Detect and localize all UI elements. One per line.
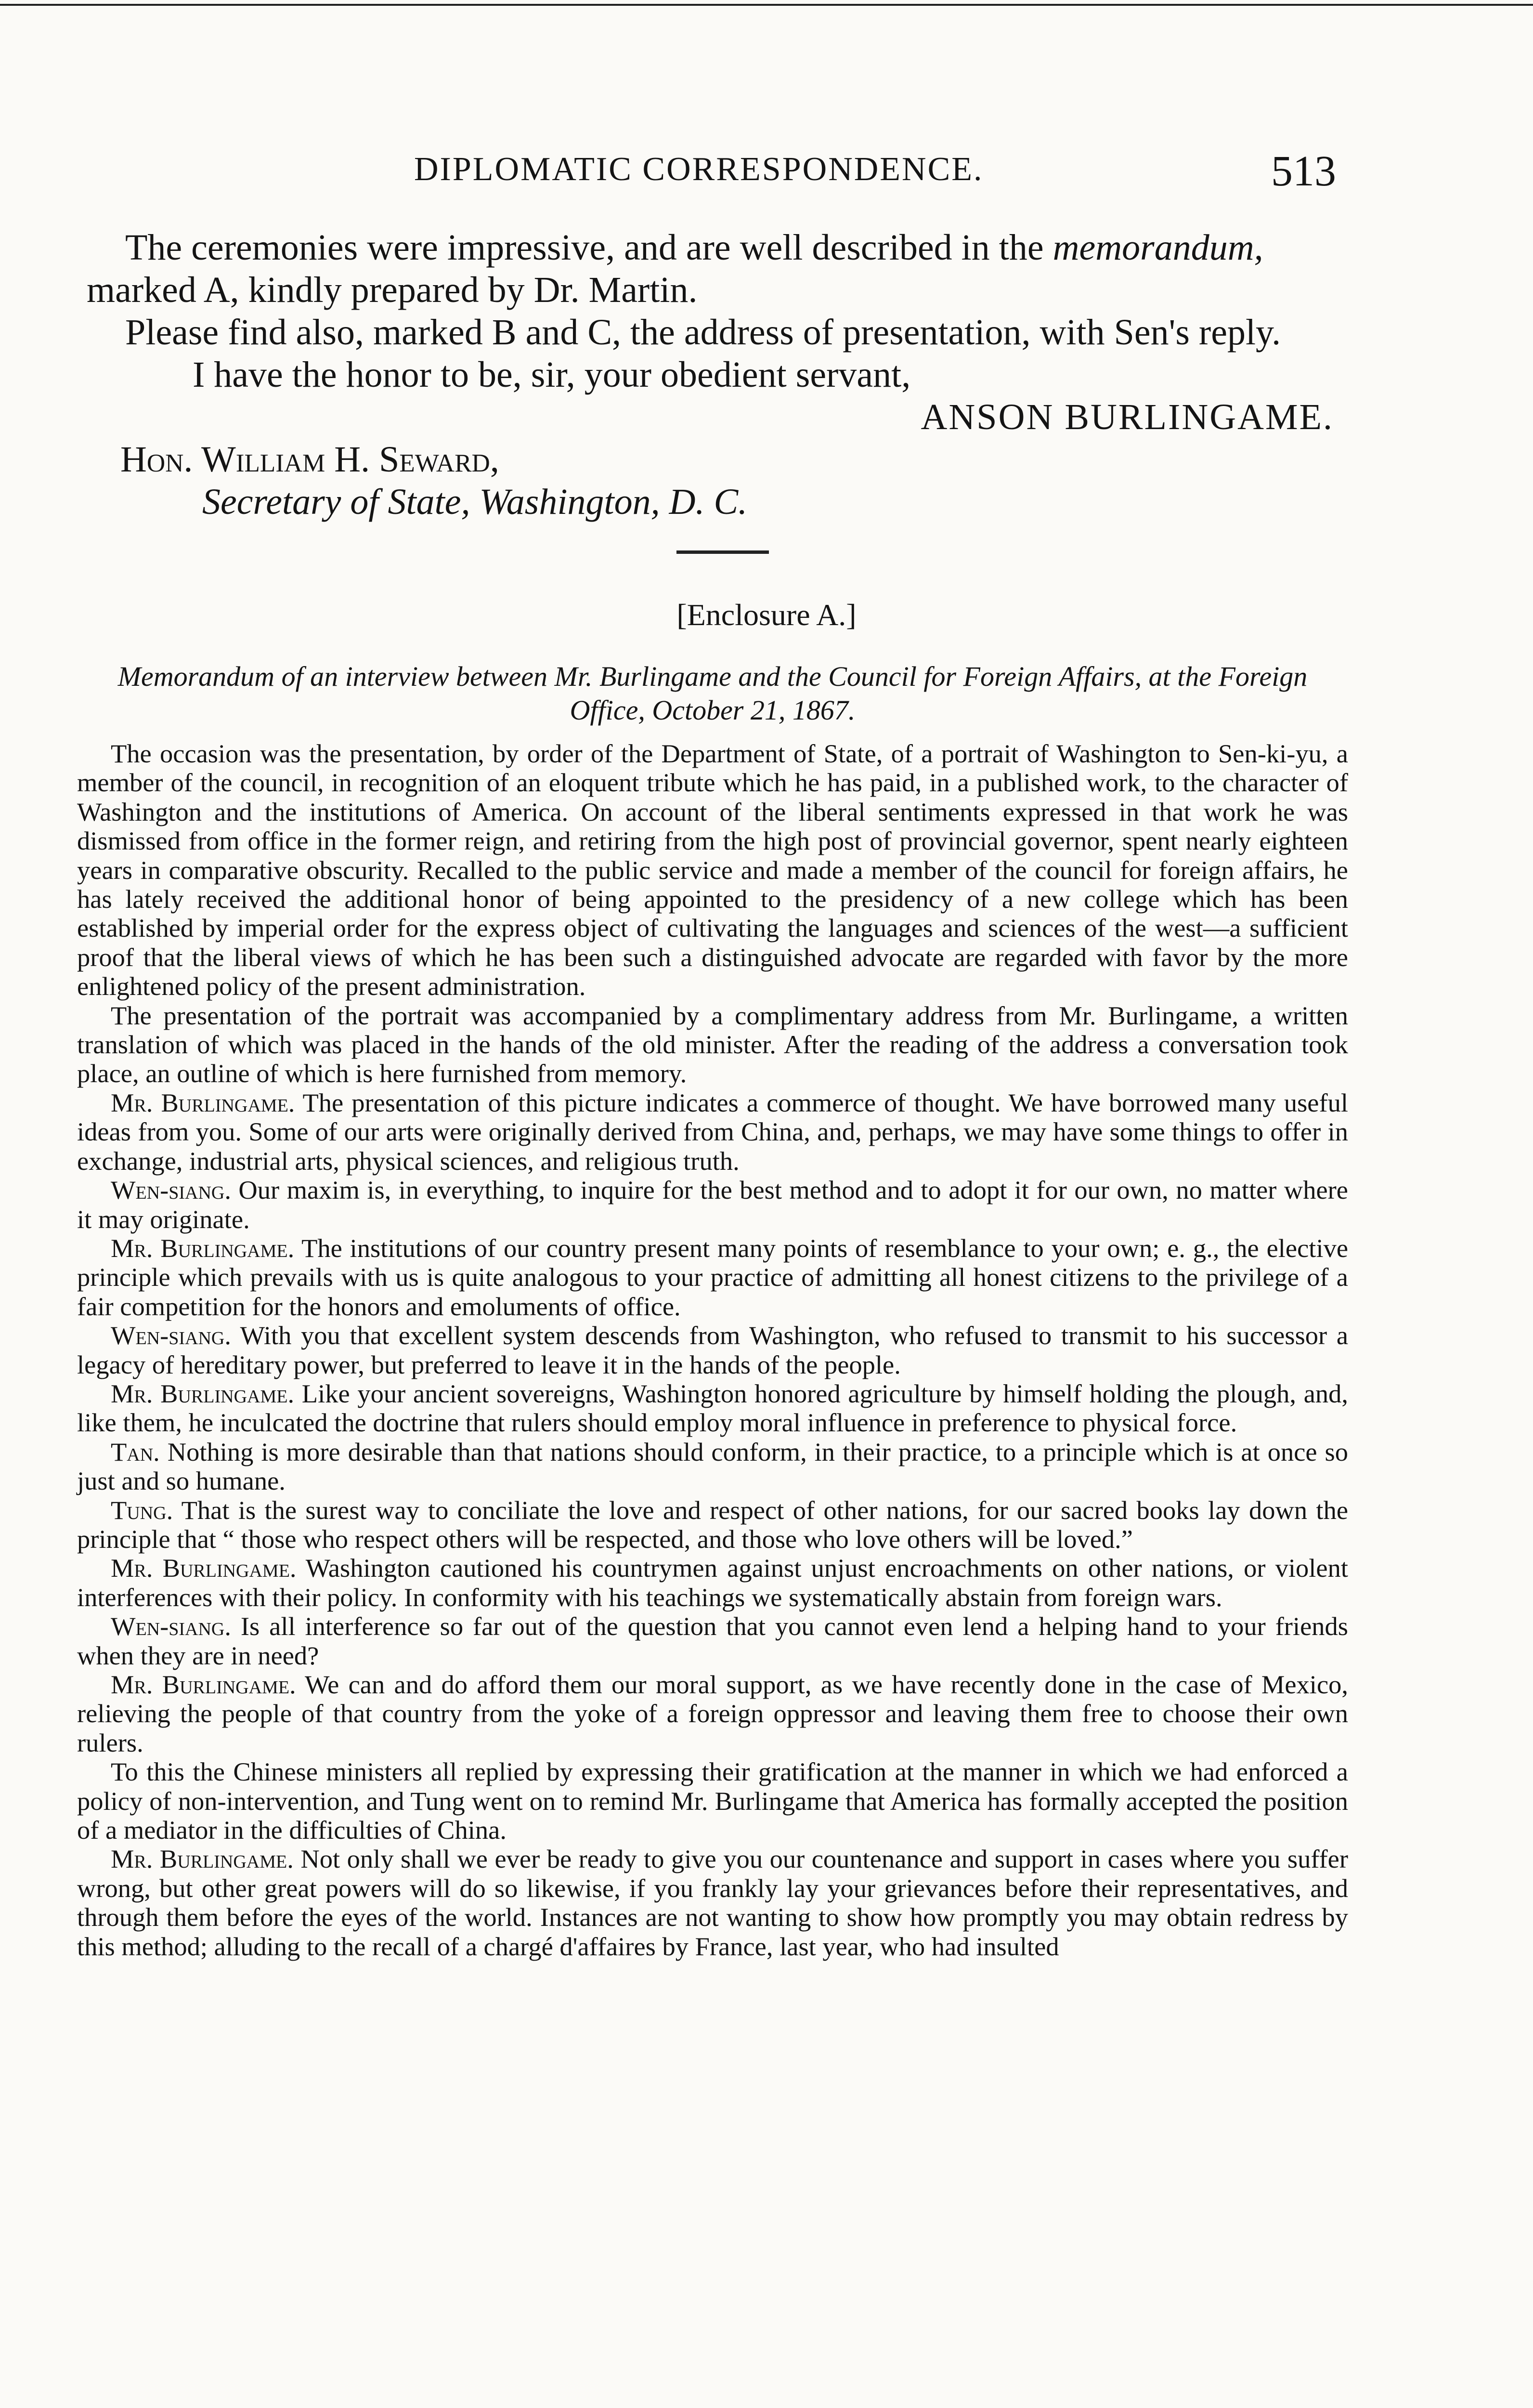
body-paragraph [77, 1670, 1348, 1757]
enclosure-label: [Enclosure A.] [676, 598, 857, 632]
body-paragraph [77, 739, 1348, 1001]
paragraph-text: Our maxim is, in everything, to inquire for the best method and to adopt it for our own, no matter where it may originate. [77, 1175, 1348, 1234]
paragraph-text: The presentation of this picture indicates a commerce of thought. We have borrowed many useful ideas from you. Some of our arts were originally derived from China, and, perhaps, we may have some things to offer in exchange, industrial arts, physical sciences, and religious truth. [77, 1087, 1349, 1176]
body-paragraph [77, 1321, 1348, 1379]
paragraph-text: Washington cautioned his countrymen against unjust encroachments on other nations, or violent interferences with their policy. In conformity with his teachings we systematically abstain from foreign wars. [77, 1553, 1348, 1612]
paragraph-text: With you that excellent system descends from Washington, who refused to transmit to his successor a legacy of hereditary power, but preferred to leave it in the hands of the people. [77, 1321, 1349, 1379]
body-paragraph [77, 1845, 1348, 1961]
body-paragraph [77, 1757, 1348, 1845]
body-paragraph [77, 1379, 1348, 1438]
paragraph-text: The occasion was the presentation, by order of the Department of State, of a portrait of Washington to Sen-ki-yu, a member of the council, in recognition of an eloquent tribute which he has paid, in a published work, to the character of Washington and the institutions of America. On account of the liberal sentiments expressed in that work he was dismissed from office in the former reign, and retiring from the high post of provincial governor, spent nearly eighteen years in comparative obscurity. Recalled to the public service and made a member of the council for foreign affairs, he has lately received the additional honor of being appointed to the presidency of a new college which has been established by imperial order for the express object of cultivating the languages and sciences of the west—a sufficient proof that the liberal views of which he has been such a distinguished advocate are regarded with favor by the more enlightened policy of the present administration. [77, 739, 1348, 1001]
letter-paragraph: The ceremonies were impressive, and are well described in the memorandum, marked A, kindly prepared by Dr. Martin. [87, 227, 1263, 310]
signature: ANSON BURLINGAME. [921, 397, 1334, 437]
speaker-name: Mr. Burlingame. [111, 1233, 295, 1263]
speaker-name: Mr. Burlingame. [111, 1087, 295, 1117]
memorandum-body [77, 739, 1348, 1961]
paragraph-text: To this the Chinese ministers all replied by expressing their gratification at the manner in which we had enforced a policy of non-intervention, and Tung went on to remind Mr. Burlingame that America has formally accepted the position of a mediator in the difficulties of China. [77, 1757, 1348, 1845]
speaker-name: Mr. Burlingame. [111, 1553, 297, 1583]
body-paragraph [77, 1234, 1348, 1321]
addressee-title: Secretary of State, Washington, D. C. [202, 482, 748, 522]
letter-closing-block [87, 226, 1353, 523]
body-paragraph [77, 1496, 1348, 1554]
running-head [0, 147, 1533, 195]
speaker-name: Wen-siang. [111, 1321, 231, 1350]
speaker-name: Wen-siang. [111, 1175, 231, 1205]
paragraph-text: Nothing is more desirable than that nations should conform, in their practice, to a principle which is at once so just and so humane. [77, 1437, 1349, 1496]
speaker-name: Mr. Burlingame. [111, 1670, 296, 1699]
paragraph-text: The presentation of the portrait was accompanied by a complimentary address from Mr. Burlingame, a written translation of which was placed in the hands of the old minister. After the reading of the address a conversation took place, an outline of which is here furnished from memory. [77, 1000, 1348, 1088]
section-divider [676, 550, 769, 554]
speaker-name: Mr. Burlingame. [111, 1844, 294, 1874]
body-paragraph [77, 1438, 1348, 1496]
body-paragraph [77, 1088, 1348, 1176]
paragraph-text: Like your ancient sovereigns, Washington honored agriculture by himself holding the plough, and, like them, he inculcated the doctrine that rulers should employ moral influence in preference to physical force. [77, 1378, 1349, 1438]
speaker-name: Mr. Burlingame. [111, 1378, 295, 1408]
speaker-name: Tung. [111, 1495, 173, 1525]
paragraph-text: That is the surest way to conciliate the love and respect of other nations, for our sacred books lay down the principle that “ those who respect others will be respected, and those who love others will be loved.” [77, 1495, 1349, 1554]
complimentary-close: I have the honor to be, sir, your obedient servant, [193, 354, 911, 395]
speaker-name: Wen-siang. [111, 1611, 231, 1641]
paragraph-text: Not only shall we ever be ready to give you our countenance and support in cases where you suffer wrong, but other great powers will do so likewise, if you frankly lay your grievances before their representatives, and through them before the eyes of the world. Instances are not wanting to show how promptly you may obtain redress by this method; alluding to the recall of a chargé d'affaires by France, last year, who had insulted [77, 1844, 1349, 1961]
running-title: DIPLOMATIC CORRESPONDENCE. [414, 151, 984, 188]
paragraph-text: Is all interference so far out of the question that you cannot even lend a helping hand to your friends when they are in need? [77, 1611, 1348, 1670]
addressee-name: Hon. William H. Seward, [120, 439, 499, 480]
paragraph-text: The institutions of our country present many points of resemblance to your own; e. g., the elective principle which prevails with us is quite analogous to your practice of admitting all honest citizens to the privilege of a fair competition for the honors and emoluments of office. [77, 1233, 1349, 1321]
top-rule [0, 4, 1533, 6]
body-paragraph [77, 1554, 1348, 1612]
paragraph-text: We can and do afford them our moral support, as we have recently done in the case of Mexico, relieving the people of that country from the yoke of a foreign oppressor and leaving them free to choose their own rulers. [77, 1670, 1349, 1757]
letter-paragraph: Please find also, marked B and C, the address of presentation, with Sen's reply. [125, 312, 1281, 353]
speaker-name: Tan. [111, 1437, 160, 1466]
body-paragraph [77, 1176, 1348, 1234]
memorandum-title: Memorandum of an interview between Mr. Burlingame and the Council for Foreign Affairs, at the Foreign Office, October 21, 1867. [117, 661, 1308, 726]
body-paragraph [77, 1612, 1348, 1670]
body-paragraph [77, 1001, 1348, 1088]
page-number: 513 [1271, 147, 1336, 195]
